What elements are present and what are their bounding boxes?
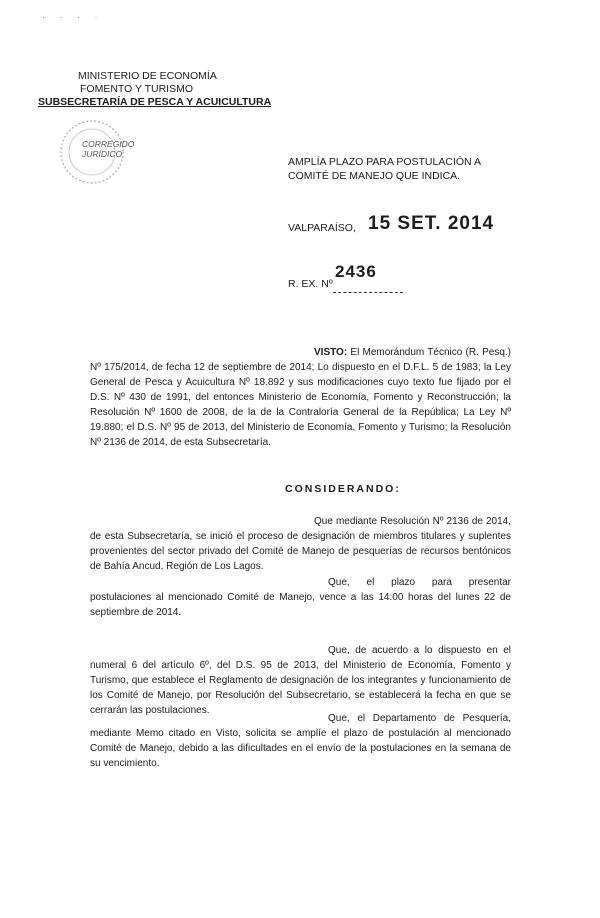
- resolution-number-underline: [333, 292, 403, 293]
- letterhead: [38, 70, 278, 109]
- seal-text: [82, 139, 134, 159]
- subject-line: AMPLÍA PLAZO PARA POSTULACIÓN A COMITÉ DE MANEJO QUE INDICA.: [288, 156, 481, 182]
- considerando-paragraph: Que, de acuerdo a lo dispuesto en el numeral 6 del artículo 6º, del D.S. 95 de 2013, del Ministerio de Economía, Fomento y Turismo, que establece el Reglamento de designación de los integrantes y funcionamiento de los Comité de Manejo, por Resolución del Subsecretario, se establecerá la fecha en que se cerrarán las postulaciones.: [90, 645, 511, 716]
- corner-mark: · · · ·: [42, 12, 104, 22]
- ministry-name-2: FOMENTO Y TURISMO: [80, 83, 193, 95]
- subsecretaria-name: SUBSECRETARÍA DE PESCA Y ACUICULTURA: [38, 96, 272, 108]
- considerando-heading: CONSIDERANDO:: [285, 483, 401, 495]
- visto-text: El Memorándum Técnico (R. Pesq.) Nº 175/2014, de fecha 12 de septiembre de 2014; Lo dispuesto en el D.F.L. 5 de 1983; la Ley General de Pesca y Acuicultura Nº 18.892 y sus modificaciones cuyo texto fue fijado por el D.S. Nº 430 de 1991, del entonces Ministerio de Economía, Fomento y Reconstrucción; la Resolución Nº 1600 de 2008, de la de la Contraloría General de la República; La Ley Nº 19.880; el D.S. Nº 95 de 2013, del Ministerio de Economía, Fomento y Turismo; la Resolución Nº 2136 de 2014, de esta Subsecretaría.: [90, 347, 511, 448]
- considerando-paragraph: Que, el plazo para presentar postulaciones al mencionado Comité de Manejo, vence a las 14:00 horas del lunes 22 de septiembre de 2014.: [90, 577, 511, 618]
- resolution-number: 2436: [335, 262, 377, 281]
- visto-paragraph: [90, 345, 511, 450]
- considerando-paragraph: Que, el Departamento de Pesquería, mediante Memo citado en Visto, solicita se amplíe el plazo de postulación al mencionado Comité de Manejo, debido a las dificultades en el envío de la postulaciones en la semana de su vencimiento.: [90, 713, 511, 769]
- place-label: VALPARAÍSO,: [288, 222, 356, 234]
- seal-line-1: CORREGIDO: [82, 139, 135, 149]
- resolution-number-label: R. EX. Nº: [288, 278, 333, 290]
- considerando-paragraph: Que mediante Resolución Nº 2136 de 2014, de esta Subsecretaría, se inició el proceso de designación de miembros titulares y suplentes provenientes del sector privado del Comité de Manejo de pesquerías de recursos bentónicos de Bahía Ancud, Región de Los Lagos.: [90, 516, 511, 572]
- seal-line-2: JURÍDICO: [82, 149, 123, 159]
- visto-lead: VISTO:: [314, 347, 348, 358]
- date-stamp: 15 SET. 2014: [368, 213, 495, 234]
- ministry-name: MINISTERIO DE ECONOMÍA: [78, 70, 217, 82]
